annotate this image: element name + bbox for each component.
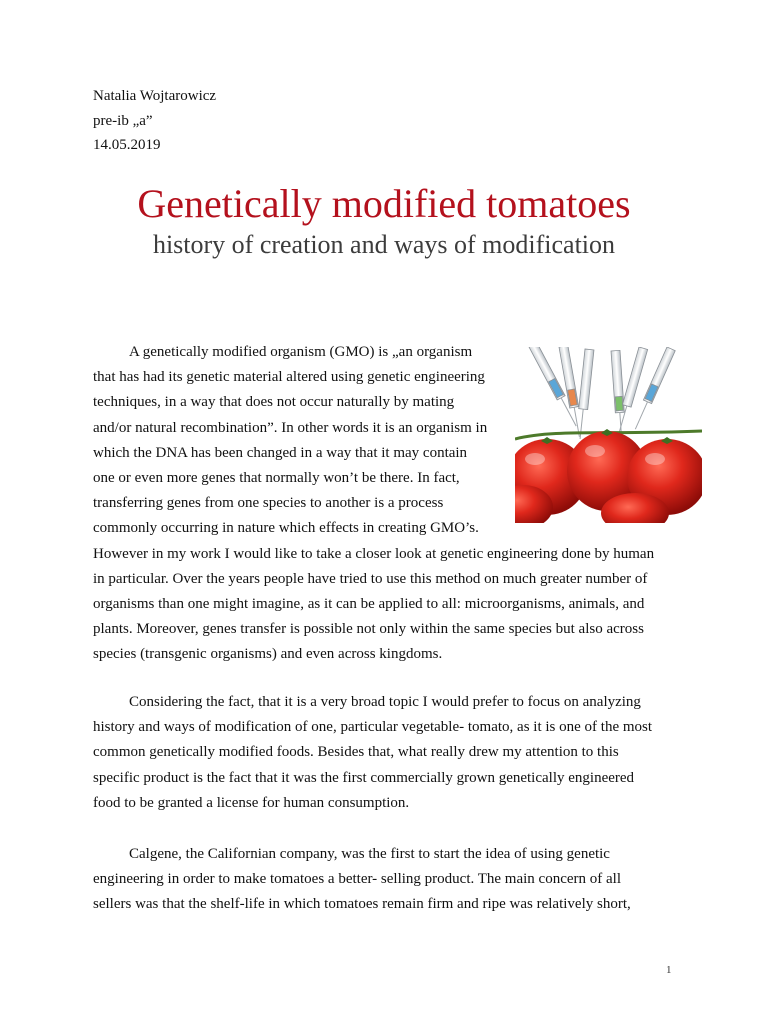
text-line: which the DNA has been changed in a way that it may contain	[93, 444, 468, 461]
text-line: commonly occurring in nature which effects in creating GMO’s.	[93, 520, 479, 537]
text-line: techniques, in a way that does not occur naturally by mating	[93, 394, 455, 411]
text-line: However in my work I would like to take a closer look at genetic engineering done by human	[93, 545, 655, 562]
author-name: Natalia Wojtarowicz	[93, 88, 217, 104]
text-line: organisms than one might imagine, as it can be applied to all: microorganisms, animals, and	[93, 596, 645, 613]
document-subtitle: history of creation and ways of modification	[152, 230, 616, 259]
text-line: specific product is the fact that it was the first commercially grown genetically engineered	[93, 769, 635, 786]
page-number: 1	[666, 964, 672, 976]
text-line: plants. Moreover, genes transfer is possible not only within the same species but also across	[93, 621, 644, 638]
author-block	[93, 84, 216, 158]
text-line: that has had its genetic material altered using genetic engineering	[93, 369, 485, 386]
text-line: transferring genes from one species to another is a process	[93, 495, 444, 512]
text-line: species (transgenic organisms) and even across kingdoms.	[93, 646, 443, 663]
class-name: pre-ib „a”	[93, 112, 153, 129]
text-line: engineering in order to make tomatoes a better- selling product. The main concern of all	[93, 871, 621, 888]
text-line: A genetically modified organism (GMO) is „an organism	[129, 344, 473, 360]
paragraph-tomato-focus	[93, 690, 683, 816]
text-line: Calgene, the Californian company, was the first to start the idea of using genetic	[129, 846, 610, 862]
text-line: in particular. Over the years people have tried to use this method on much greater number of	[93, 570, 648, 587]
text-line: history and ways of modification of one, particular vegetable- tomato, as it is one of the most	[93, 719, 653, 736]
paragraph-calgene	[93, 842, 683, 918]
text-line: sellers was that the shelf-life in which tomatoes remain firm and ripe was relatively short,	[93, 896, 631, 913]
paragraph-gmo-definition	[93, 340, 683, 668]
text-line: Considering the fact, that it is a very broad topic I would prefer to focus on analyzing	[129, 694, 641, 710]
text-line: one or even more genes that normally won’t be there. In fact,	[93, 470, 460, 487]
document-title: Genetically modified tomatoes	[137, 181, 631, 226]
text-line: common genetically modified foods. Besides that, what really drew my attention to this	[93, 744, 619, 761]
text-line: and/or natural recombination”. In other words it is an organism in	[93, 419, 488, 436]
text-line: food to be granted a license for human consumption.	[93, 794, 410, 811]
document-date: 14.05.2019	[93, 137, 161, 153]
